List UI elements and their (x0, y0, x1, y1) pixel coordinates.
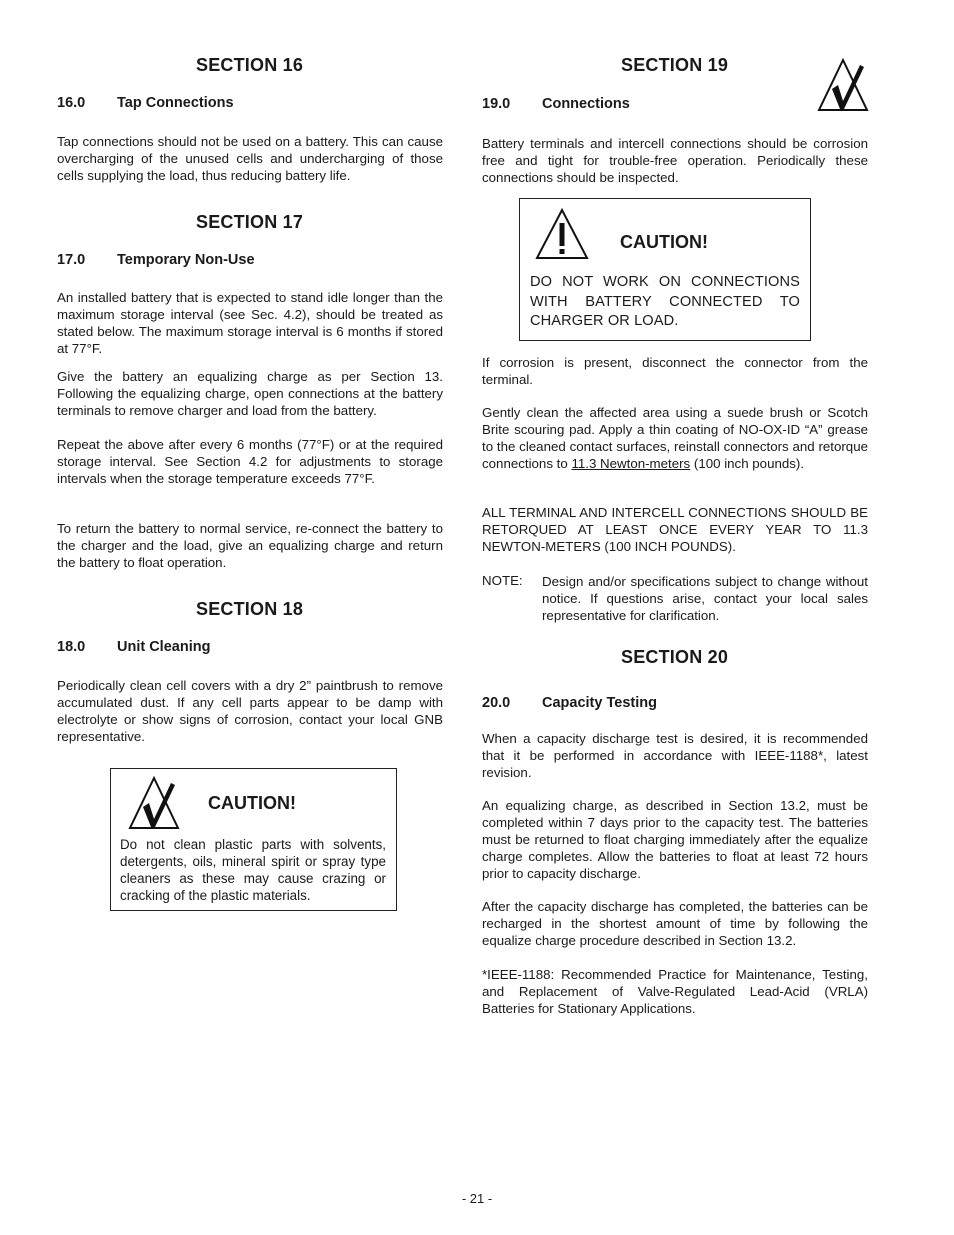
paragraph: ALL TERMINAL AND INTERCELL CONNECTIONS SHOULD BE RETORQUED AT LEAST ONCE EVERY YEAR TO 11.3 NEWTON-METERS (100 INCH POUNDS). (482, 505, 868, 554)
caution-box-cleaning (110, 768, 397, 911)
paragraph: To return the battery to normal service, re-connect the battery to the charger and the load, give an equalizing charge and return the battery to float operation. (57, 521, 443, 570)
paragraph-text: (100 inch pounds). (690, 456, 805, 471)
subsection-number: 16.0 (57, 95, 86, 111)
paragraph: Tap connections should not be used on a battery. This can cause overcharging of the unused cells and undercharging of those cells supplying the load, thus reducing battery life. (57, 134, 443, 183)
paragraph: Battery terminals and intercell connections should be corrosion free and tight for trouble-free operation. Periodically these connections should be inspected. (482, 136, 868, 185)
paragraph-text: Gently clean the affected area using a suede brush or Scotch Brite scouring pad. Apply a thin coating of NO-OX-ID “A” grease to the cleaned contact surfaces, reinstall connectors and retorque connections to (482, 405, 868, 471)
caution-title: CAUTION! (208, 793, 296, 813)
check-triangle-icon (127, 775, 181, 831)
subsection-number: 20.0 (482, 695, 511, 711)
paragraph: Repeat the above after every 6 months (77°F) or at the required storage interval. See Section 4.2 for adjustments to storage intervals when the storage temperature exceeds 77°F. (57, 437, 443, 486)
paragraph: When a capacity discharge test is desired, it is recommended that it be performed in accordance with IEEE-1188*, latest revision. (482, 731, 868, 780)
note-label: NOTE: (482, 573, 523, 588)
section-20-title: SECTION 20 (621, 647, 729, 667)
paragraph: Give the battery an equalizing charge as per Section 13. Following the equalizing charge, open connections at the battery terminals to remove charger and load from the battery. (57, 369, 443, 418)
subsection-number: 18.0 (57, 639, 86, 655)
subsection-19-0 (482, 96, 630, 112)
paragraph (482, 404, 868, 472)
paragraph: If corrosion is present, disconnect the connector from the terminal. (482, 355, 868, 387)
subsection-number: 19.0 (482, 96, 511, 112)
note (482, 573, 868, 633)
caution-text: DO NOT WORK ON CONNECTIONS WITH BATTERY CONNECTED TO CHARGER OR LOAD. (530, 274, 800, 329)
paragraph: *IEEE-1188: Recommended Practice for Maintenance, Testing, and Replacement of Valve-Regulated Lead-Acid (VRLA) Batteries for Stationary Applications. (482, 967, 868, 1016)
paragraph: After the capacity discharge has completed, the batteries can be recharged in the shortest amount of time by following the equalize charge procedure described in Section 13.2. (482, 899, 868, 948)
caution-text: Do not clean plastic parts with solvents, detergents, oils, mineral spirit or spray type cleaners as these may cause crazing or cracking of the plastic materials. (120, 837, 386, 903)
subsection-16-0 (57, 95, 234, 111)
torque-value: 11.3 Newton-meters (571, 456, 691, 471)
subsection-title: Temporary Non-Use (117, 252, 255, 268)
subsection-title: Connections (542, 96, 630, 112)
check-triangle-icon (816, 57, 870, 113)
page-number: - 21 - (461, 1191, 493, 1206)
paragraph: Periodically clean cell covers with a dry 2” paintbrush to remove accumulated dust. If any cell parts appear to be damp with electrolyte or show signs of corrosion, contact your local GNB representative. (57, 678, 443, 744)
section-18-title: SECTION 18 (196, 599, 304, 619)
subsection-title: Capacity Testing (542, 695, 657, 711)
caution-title: CAUTION! (620, 232, 708, 252)
subsection-18-0 (57, 639, 210, 655)
note-text: Design and/or specifications subject to change without notice. If questions arise, contact your local sales representative for clarification. (542, 574, 868, 623)
caution-box-connections (519, 198, 811, 341)
subsection-title: Tap Connections (117, 95, 234, 111)
subsection-number: 17.0 (57, 252, 86, 268)
section-16-title: SECTION 16 (196, 55, 304, 75)
exclamation-triangle-icon (534, 207, 590, 261)
subsection-17-0 (57, 252, 255, 268)
paragraph: An equalizing charge, as described in Section 13.2, must be completed within 7 days prior to the capacity test. The batteries must be returned to float charging immediately after the equalize charge completes. Allow the batteries to float at least 72 hours prior to capacity discharge. (482, 798, 868, 881)
section-19-title: SECTION 19 (621, 55, 729, 75)
paragraph: An installed battery that is expected to stand idle longer than the maximum storage interval (see Sec. 4.2), should be treated as stated below. The maximum storage interval is 6 months if stored at 77°F. (57, 290, 443, 356)
subsection-20-0 (482, 695, 657, 711)
subsection-title: Unit Cleaning (117, 639, 211, 655)
section-17-title: SECTION 17 (196, 212, 304, 232)
